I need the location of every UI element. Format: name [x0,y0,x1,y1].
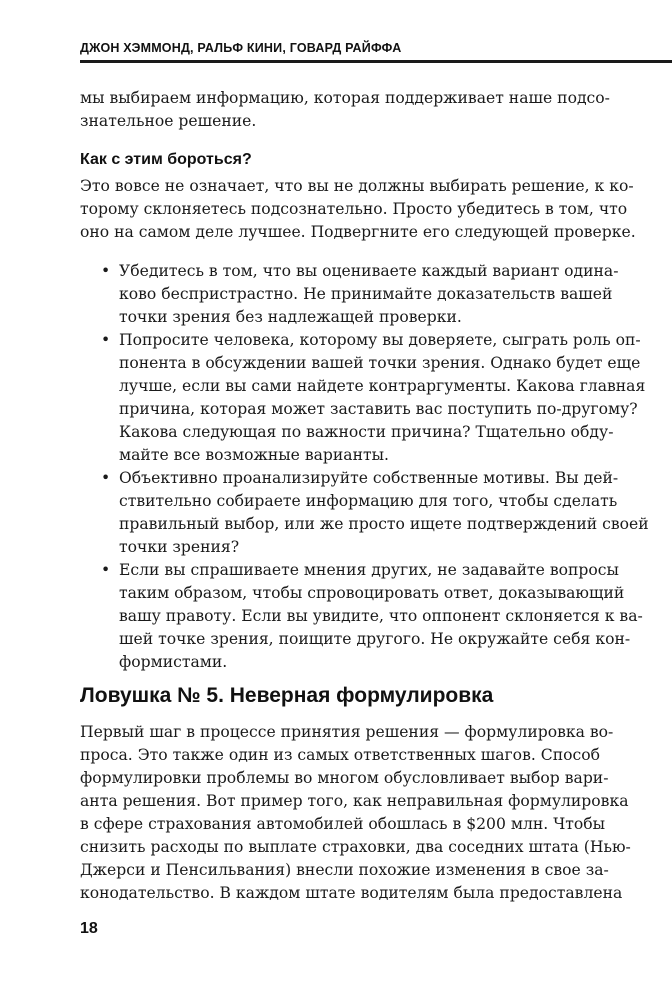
text-line: причина, которая может заставить вас поступить по-другому? [119,400,638,418]
text-line: в сфере страхования автомобилей обошлась в $200 млн. Чтобы [80,815,606,833]
text-line: ково беспристрастно. Не принимайте доказательств вашей [119,285,613,303]
text-line: Если вы спрашиваете мнения других, не задавайте вопросы [119,561,619,579]
text-line: понента в обсуждении вашей точки зрения. Однако будет еще [119,354,641,372]
text-line: формистами. [119,653,228,671]
text-line: Это вовсе не означает, что вы не должны выбирать решение, к ко- [80,177,634,195]
text-line: торому склоняетесь подсознательно. Просто убедитесь в том, что [80,200,628,218]
text-line: анта решения. Вот пример того, как неправильная формулировка [80,792,629,810]
text-line: Убедитесь в том, что вы оцениваете каждый вариант одина- [119,262,619,280]
text-line: правильный выбор, или же просто ищете подтверждений своей [119,515,649,533]
bullet-icon: • [101,561,111,579]
text-line: конодательство. В каждом штате водителям была предоставлена [80,884,623,902]
text-line: Первый шаг в процессе принятия решения — формулировка во- [80,723,614,741]
text-line: майте все возможные варианты. [119,446,389,464]
text-line: ствительно собираете информацию для того, чтобы сделать [119,492,618,510]
subsection-heading: Как с этим бороться? [80,151,252,168]
text-line: мы выбираем информацию, которая поддерживает наше подсо- [80,89,610,107]
header-rule [80,60,672,63]
text-line: точки зрения без надлежащей проверки. [119,308,462,326]
text-line: шей точке зрения, поищите другого. Не окружайте себя кон- [119,630,631,648]
text-line: Объективно проанализируйте собственные мотивы. Вы дей- [119,469,619,487]
bullet-icon: • [101,262,111,280]
text-line: оно на самом деле лучшее. Подвергните его следующей проверке. [80,223,636,241]
text-line: Какова следующая по важности причина? Тщательно обду- [119,423,614,441]
section-title: Ловушка № 5. Неверная формулировка [80,684,494,707]
text-line: формулировки проблемы во многом обусловливает выбор вари- [80,769,609,787]
page-number: 18 [80,920,98,937]
running-head: ДЖОН ХЭММОНД, РАЛЬФ КИНИ, ГОВАРД РАЙФФА [80,41,402,55]
text-line: снизить расходы по выплате страховки, два соседних штата (Нью- [80,838,631,856]
text-line: знательное решение. [80,112,257,130]
bullet-icon: • [101,469,111,487]
text-line: точки зрения? [119,538,240,556]
text-line: таким образом, чтобы спровоцировать ответ, доказывающий [119,584,625,602]
text-line: Джерси и Пенсильвания) внесли похожие изменения в свое за- [80,861,609,879]
text-line: вашу правоту. Если вы увидите, что оппонент склоняется к ва- [119,607,643,625]
text-line: Попросите человека, которому вы доверяете, сыграть роль оп- [119,331,641,349]
text-line: лучше, если вы сами найдете контраргументы. Какова главная [119,377,646,395]
bullet-icon: • [101,331,111,349]
text-line: проса. Это также один из самых ответственных шагов. Способ [80,746,600,764]
